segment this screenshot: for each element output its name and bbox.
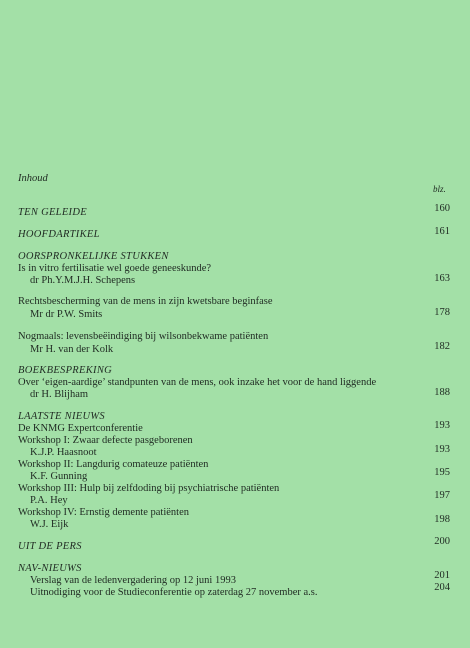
page-number: 198 <box>434 514 450 525</box>
entry-author: dr H. Blijham <box>30 389 89 400</box>
entry-title: Uitnodiging voor de Studieconferentie op zaterdag 27 november a.s. <box>30 587 318 598</box>
section-oorspronkelijke-stukken: OORSPRONKELIJKE STUKKEN <box>18 251 169 262</box>
entry-title: Nogmaals: levensbeëindiging bij wilsonbekwame patiënten <box>18 331 269 342</box>
section-hoofdartikel: HOOFDARTIKEL <box>18 229 100 240</box>
section-uit-de-pers: UIT DE PERS <box>18 541 82 552</box>
page-number: 201 <box>434 570 450 581</box>
section-boekbespreking: BOEKBESPREKING <box>18 365 113 376</box>
entry-title: Rechtsbescherming van de mens in zijn kwetsbare beginfase <box>18 296 273 307</box>
page-number: 200 <box>434 536 450 547</box>
page-number: 204 <box>434 582 450 593</box>
entry-author: K.F. Gunning <box>30 471 88 482</box>
entry-author: dr Ph.Y.M.J.H. Schepens <box>30 275 136 286</box>
entry-title: Verslag van de ledenvergadering op 12 juni 1993 <box>30 575 236 586</box>
page-number: 193 <box>434 420 450 431</box>
page-number: 178 <box>434 307 450 318</box>
entry-author: W.J. Eijk <box>30 519 69 530</box>
entry-title: Over ‘eigen-aardige’ standpunten van de mens, ook inzake het voor de hand liggende <box>18 377 377 388</box>
entry-author: Mr dr P.W. Smits <box>30 309 103 320</box>
entry-title: Is in vitro fertilisatie wel goede geneeskunde? <box>18 263 212 274</box>
page-number: 188 <box>434 387 450 398</box>
page-number: 197 <box>434 490 450 501</box>
page-number: 195 <box>434 467 450 478</box>
page-number: 161 <box>434 226 450 237</box>
entry-author: P.A. Hey <box>30 495 68 506</box>
section-nav-nieuws: NAV-NIEUWS <box>18 563 82 574</box>
page-column-label: blz. <box>433 184 446 194</box>
entry-title: Workshop IV: Ernstig demente patiënten <box>18 507 189 518</box>
page-number: 193 <box>434 444 450 455</box>
toc-heading: Inhoud <box>18 173 48 184</box>
entry-title: Workshop III: Hulp bij zelfdoding bij psychiatrische patiënten <box>18 483 280 494</box>
entry-author: K.J.P. Haasnoot <box>30 447 97 458</box>
entry-title: Workshop II: Langdurig comateuze patiënten <box>18 459 209 470</box>
page-number: 182 <box>434 341 450 352</box>
section-ten-geleide: TEN GELEIDE <box>18 207 87 218</box>
entry-title: De KNMG Expertconferentie <box>18 423 143 434</box>
entry-author: Mr H. van der Kolk <box>30 344 114 355</box>
page-number: 160 <box>434 203 450 214</box>
page-number: 163 <box>434 273 450 284</box>
entry-title: Workshop I: Zwaar defecte pasgeborenen <box>18 435 193 446</box>
section-laatste-nieuws: LAATSTE NIEUWS <box>18 411 105 422</box>
